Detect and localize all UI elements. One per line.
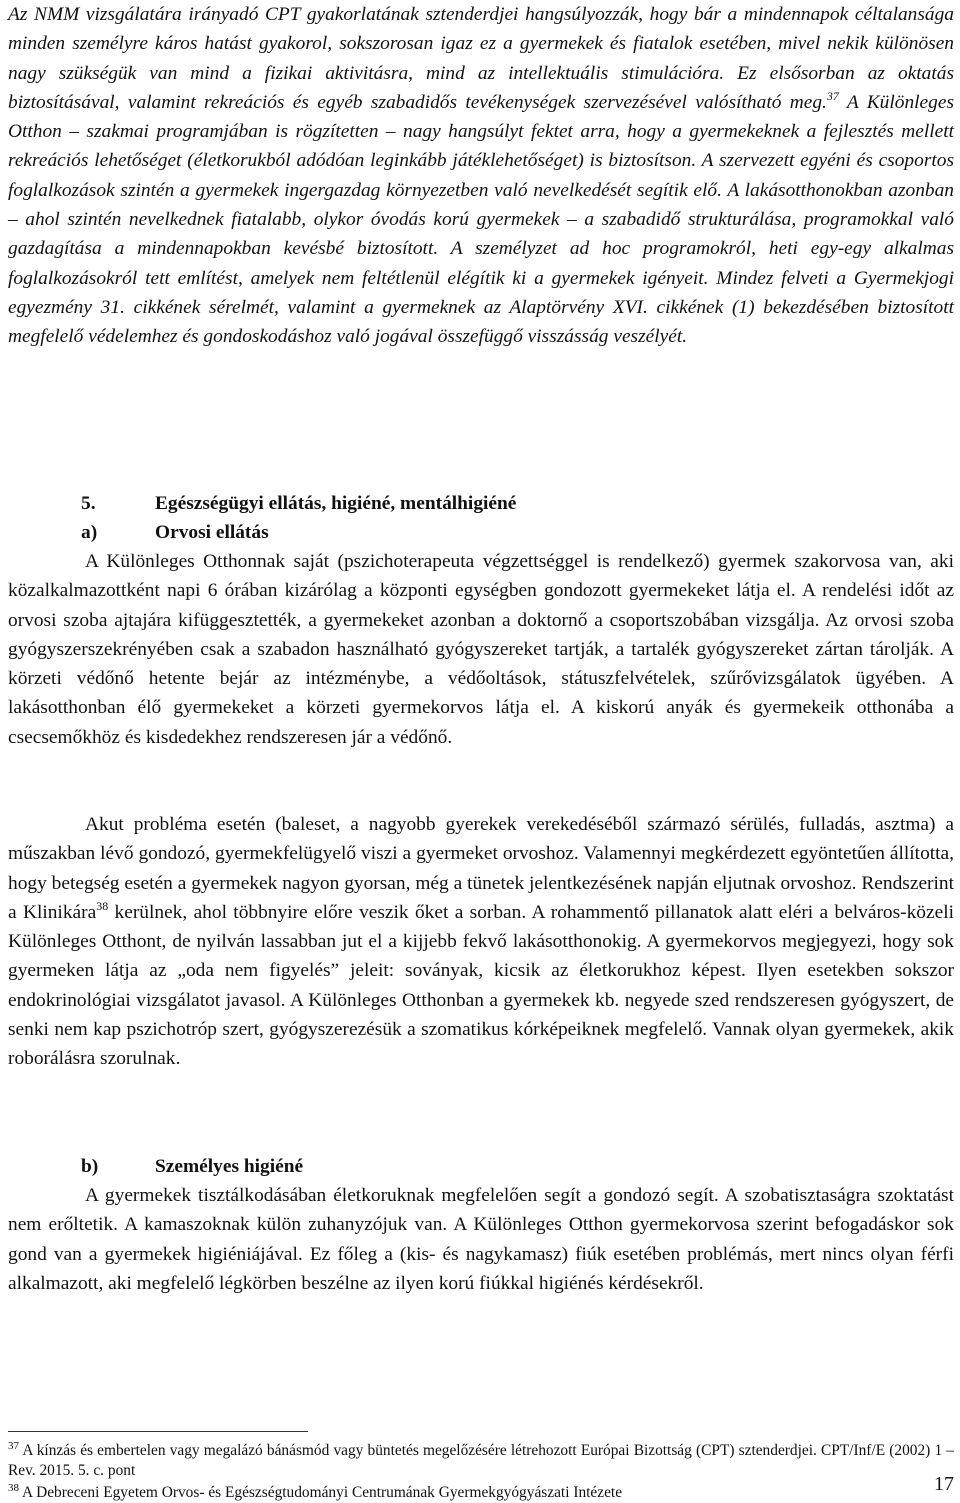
paragraph-cpt-standards — [8, 0, 954, 352]
footnote-ref-37[interactable]: 37 — [826, 88, 839, 103]
section-title: Egészségügyi ellátás, higiéné, mentálhigiéné — [155, 493, 517, 514]
section-number: 5. — [81, 493, 96, 514]
subsection-letter: a) — [81, 522, 98, 543]
paragraph-personal-hygiene: A gyermekek tisztálkodásában életkoruknak megfelelően segít a gondozó segít. A szobatisztaságra szoktatást nem erőltetik. A kamaszoknak külön zuhanyzójuk van. A Különleges Otthon gyermekorvosa szerint befogadáskor sok gond van a gyermekek higiéniájával. Ez főleg a (kis- és nagykamasz) fiúk esetében problémás, mert nincs olyan férfi alkalmazott, aki megfelelő légkörben beszélne az ilyen korú fiúkkal higiénés kérdésekről. — [8, 1185, 954, 1294]
paragraph-text: A Különleges Otthon – szakmai programjában is rögzítetten – nagy hangsúlyt fektet arra, hogy a gyermekeknek a fejlesztés mellett rekreációs lehetőséget (életkorukból adódóan leginkább játéklehetőséget) is biztosítson. A szervezett egyéni és csoportos foglalkozások szintén a gyermekek ingergazdag környezetben való nevelkedését segítik elő. A lakásotthonokban azonban – ahol szintén nevelkednek fiatalabb, olykor óvodás korú gyermekek – a szabadidő strukturálása, programokkal való gazdagítása a mindennapokban kevésbé biztosított. A személyzet ad hoc programokról, heti egy-egy alkalmas foglalkozásokról tett említést, amelyek nem feltétlenül elégítik ki a gyermekek igényeit. Mindez felveti a Gyermekjogi egyezmény 31. cikkének sérelmét, valamint a gyermeknek az Alaptörvény XVI. cikkének (1) bekezdésében biztosított megfelelő védelemhez és gondoskodáshoz való jogával összefüggő visszásság veszélyét. — [8, 91, 954, 348]
subsection-letter: b) — [81, 1156, 99, 1177]
footnote-number: 37 — [8, 1440, 19, 1452]
paragraph-text: Akut probléma esetén (baleset, a nagyobb gyerekek verekedéséből származó sérülés, fulladás, asztma) a műszakban lévő gondozó, gyermekfelügyelő viszi a gyermeket orvoshoz. Valamennyi megkérdezett egyöntetűen állította, hogy betegség esetén a gyermekek nagyon gyorsan, még a tünetek jelentkezésének napján eljutnak orvoshoz. Rendszerint a Klinikára — [8, 814, 954, 923]
footnote-text: A kínzás és embertelen vagy megalázó bánásmód vagy büntetés megelőzésére létrehozott Európai Bizottság (CPT) sztenderdjei. CPT/Inf/E (2002) 1 – Rev. 2015. 5. c. pont — [8, 1442, 954, 1479]
footnote-38 — [8, 1483, 954, 1503]
footnote-37 — [8, 1441, 954, 1481]
paragraph-text: Az NMM vizsgálatára irányadó CPT gyakorlatának sztenderdjei hangsúlyozzák, hogy bár a mindennapok céltalansága minden személyre káros hatást gyakorol, sokszorosan igaz ez a gyermekek és fiatalok esetében, mivel nekik különösen nagy szükségük van mind a fizikai aktivitásra, mind az intellektuális stimulációra. Ez elsősorban az oktatás biztosításával, valamint rekreációs és egyéb szabadidős tevékenységek szervezésével valósítható meg. — [8, 4, 954, 113]
footnote-separator — [8, 1431, 308, 1432]
paragraph-acute-problems — [8, 810, 954, 1074]
page-number: 17 — [934, 1473, 954, 1495]
footnote-number: 38 — [8, 1482, 19, 1494]
footnote-text: A Debreceni Egyetem Orvos- és Egészségtudományi Centrumának Gyermekgyógyászati Intézete — [22, 1484, 623, 1501]
paragraph-text: kerülnek, ahol többnyire előre veszik őket a sorban. A rohammentő pillanatok alatt eléri a belváros-közeli Különleges Otthont, de nyilván lassabban jut el a kijjebb fekvő lakásotthonokig. A gyermekorvos megjegyezi, hogy sok gyermeken látja az „oda nem figyelés” jeleit: soványak, kicsik az életkorukhoz képest. Ilyen esetekben sokszor endokrinológiai vizsgálatot javasol. A Különleges Otthonban a gyermekek kb. negyede szed rendszeresen gyógyszert, de senki nem kap pszichotróp szert, gyógyszerezésük a szomatikus kórképeiknek megfelelő. Vannak olyan gyermekek, akik roborálásra szorulnak. — [8, 901, 954, 1070]
paragraph-medical-care: A Különleges Otthonnak saját (pszichoterapeuta végzettséggel is rendelkező) gyermek szakorvosa van, aki közalkalmazottként napi 6 órában kizárólag a központi egységben gondozott gyermekeket látja el. A rendelési időt az orvosi szoba ajtajára kifüggesztették, a gyermekeket azonban a doktornő a csoportszobában vizsgálja. Az orvosi szoba gyógyszerszekrényében csak a szabadon használható gyógyszereket tartják, a tartalék gyógyszereket zártan tárolják. A körzeti védőnő hetente bejár az intézménybe, a védőoltások, státuszfelvételek, szűrővizsgálatok ügyében. A lakásotthonban élő gyermekeket a körzeti gyermekorvos látja el. A kiskorú anyák és gyermekeik otthonába a csecsemőkhöz és kisdedekhez rendszeresen jár a védőnő. — [8, 551, 954, 748]
subsection-title: Személyes higiéné — [155, 1156, 304, 1177]
subsection-title: Orvosi ellátás — [155, 522, 269, 543]
footnote-ref-38[interactable]: 38 — [96, 898, 109, 913]
